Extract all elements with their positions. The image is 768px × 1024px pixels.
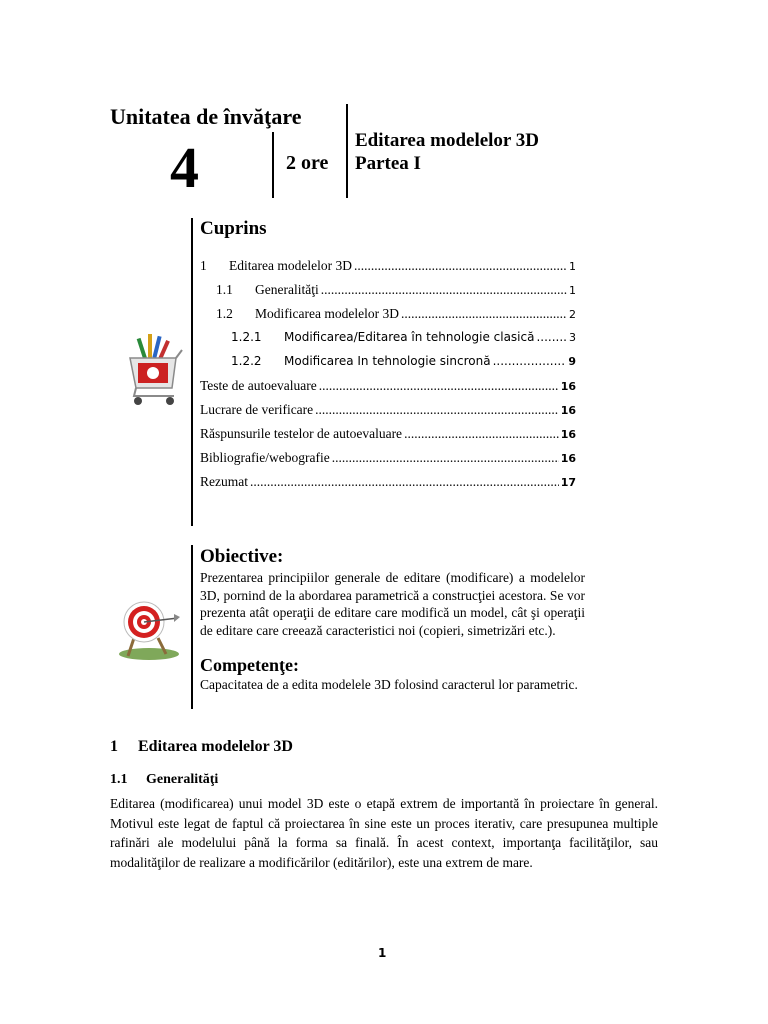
toc-entry-page: 1 — [569, 284, 576, 297]
toc-entry[interactable] — [200, 354, 576, 374]
toc-entry-page: 1 — [569, 260, 576, 273]
toc-entry-number: 1.2.1 — [231, 330, 262, 344]
toc-entry-title: Teste de autoevaluare — [200, 378, 317, 393]
competencies-heading: Competenţe: — [200, 655, 299, 675]
toc-entry[interactable] — [200, 402, 576, 422]
toc-entry[interactable] — [200, 426, 576, 446]
toc-entry-title: Modificarea modelelor 3D — [255, 306, 399, 321]
toc-entry-title: Generalităţi — [255, 282, 319, 297]
target-icon — [114, 594, 184, 662]
header-divider-left — [272, 132, 274, 198]
section-title: Editarea modelelor 3D — [138, 738, 293, 755]
toc-entry-page: 16 — [560, 428, 576, 441]
subsection-title: Generalităţi — [146, 772, 219, 787]
competencies-text: Capacitatea de a edita modelele 3D folosind caracterul lor parametric. — [200, 677, 578, 692]
duration-hours: 2 ore — [286, 152, 329, 174]
toc-entry-title: Lucrare de verificare — [200, 402, 314, 417]
unit-title-line1: Editarea modelelor 3D — [355, 130, 539, 151]
header-divider-right — [346, 104, 348, 198]
toc-entry-title: Modificarea/Editarea în tehnologie clasică — [284, 330, 535, 344]
page-number: 1 — [378, 946, 387, 960]
toc-entry-page: 16 — [560, 452, 576, 465]
contents-margin-line — [191, 218, 193, 526]
toc-entry-page: 9 — [568, 355, 576, 368]
toc-entry-page: 16 — [560, 380, 576, 393]
toc-entry-page: 16 — [560, 404, 576, 417]
subsection-heading — [110, 772, 218, 788]
section-number: 1 — [110, 738, 118, 755]
body-paragraph: Editarea (modificarea) unui model 3D este o etapă extrem de importantă în proiectare în general. Motivul este legat de faptul că proiectarea în sine este un proces iterativ, care presupunea multiple rafinări ale modelului până la forma sa finală. În acest context, importanţa facilităţilor, sau modalităţilor de realizare a modificărilor (editărilor), este una extrem de mare. — [110, 796, 658, 870]
toc-entry[interactable] — [200, 330, 576, 350]
toc-entry-page: 3 — [569, 331, 576, 344]
toc-entry[interactable] — [200, 258, 576, 278]
shopping-cart-icon — [120, 330, 186, 410]
toc-entry[interactable] — [200, 378, 576, 398]
unit-title-line2: Partea I — [355, 153, 421, 174]
toc-entry-title: Bibliografie/webografie — [200, 450, 330, 465]
objectives-text: Prezentarea principiilor generale de editare (modificare) a modelelor 3D, pornind de la abordarea parametrică a construcţiei acestora. Se vor prezenta atât operaţii de editare care modifică un model, cât şi operaţii de editare care creează caracteristici noi (copieri, simetrizări etc.). — [200, 570, 585, 638]
toc-entry-number: 1.2 — [216, 306, 233, 321]
toc-entry-title: Răspunsurile testelor de autoevaluare — [200, 426, 403, 441]
unit-label: Unitatea de învăţare — [110, 104, 302, 129]
toc-entry-title: Editarea modelelor 3D — [229, 258, 352, 273]
toc-entry-title: Modificarea In tehnologie sincronă — [284, 354, 491, 368]
section-heading — [110, 738, 293, 756]
toc-entry[interactable] — [200, 474, 576, 494]
toc-entry-page: 2 — [569, 308, 576, 321]
contents-heading: Cuprins — [200, 218, 267, 239]
toc-entry-page: 17 — [560, 476, 576, 489]
objectives-margin-line — [191, 545, 193, 709]
toc-entry[interactable] — [200, 282, 576, 302]
toc-entry-title: Rezumat — [200, 474, 248, 489]
toc-entry-number: 1.1 — [216, 282, 233, 297]
toc-entry[interactable] — [200, 306, 576, 326]
toc-entry-number: 1.2.2 — [231, 354, 262, 368]
toc-entry-number: 1 — [200, 258, 207, 273]
subsection-number: 1.1 — [110, 772, 128, 787]
objectives-heading: Obiective: — [200, 546, 284, 567]
unit-number: 4 — [170, 135, 199, 200]
toc-entry[interactable] — [200, 450, 576, 470]
